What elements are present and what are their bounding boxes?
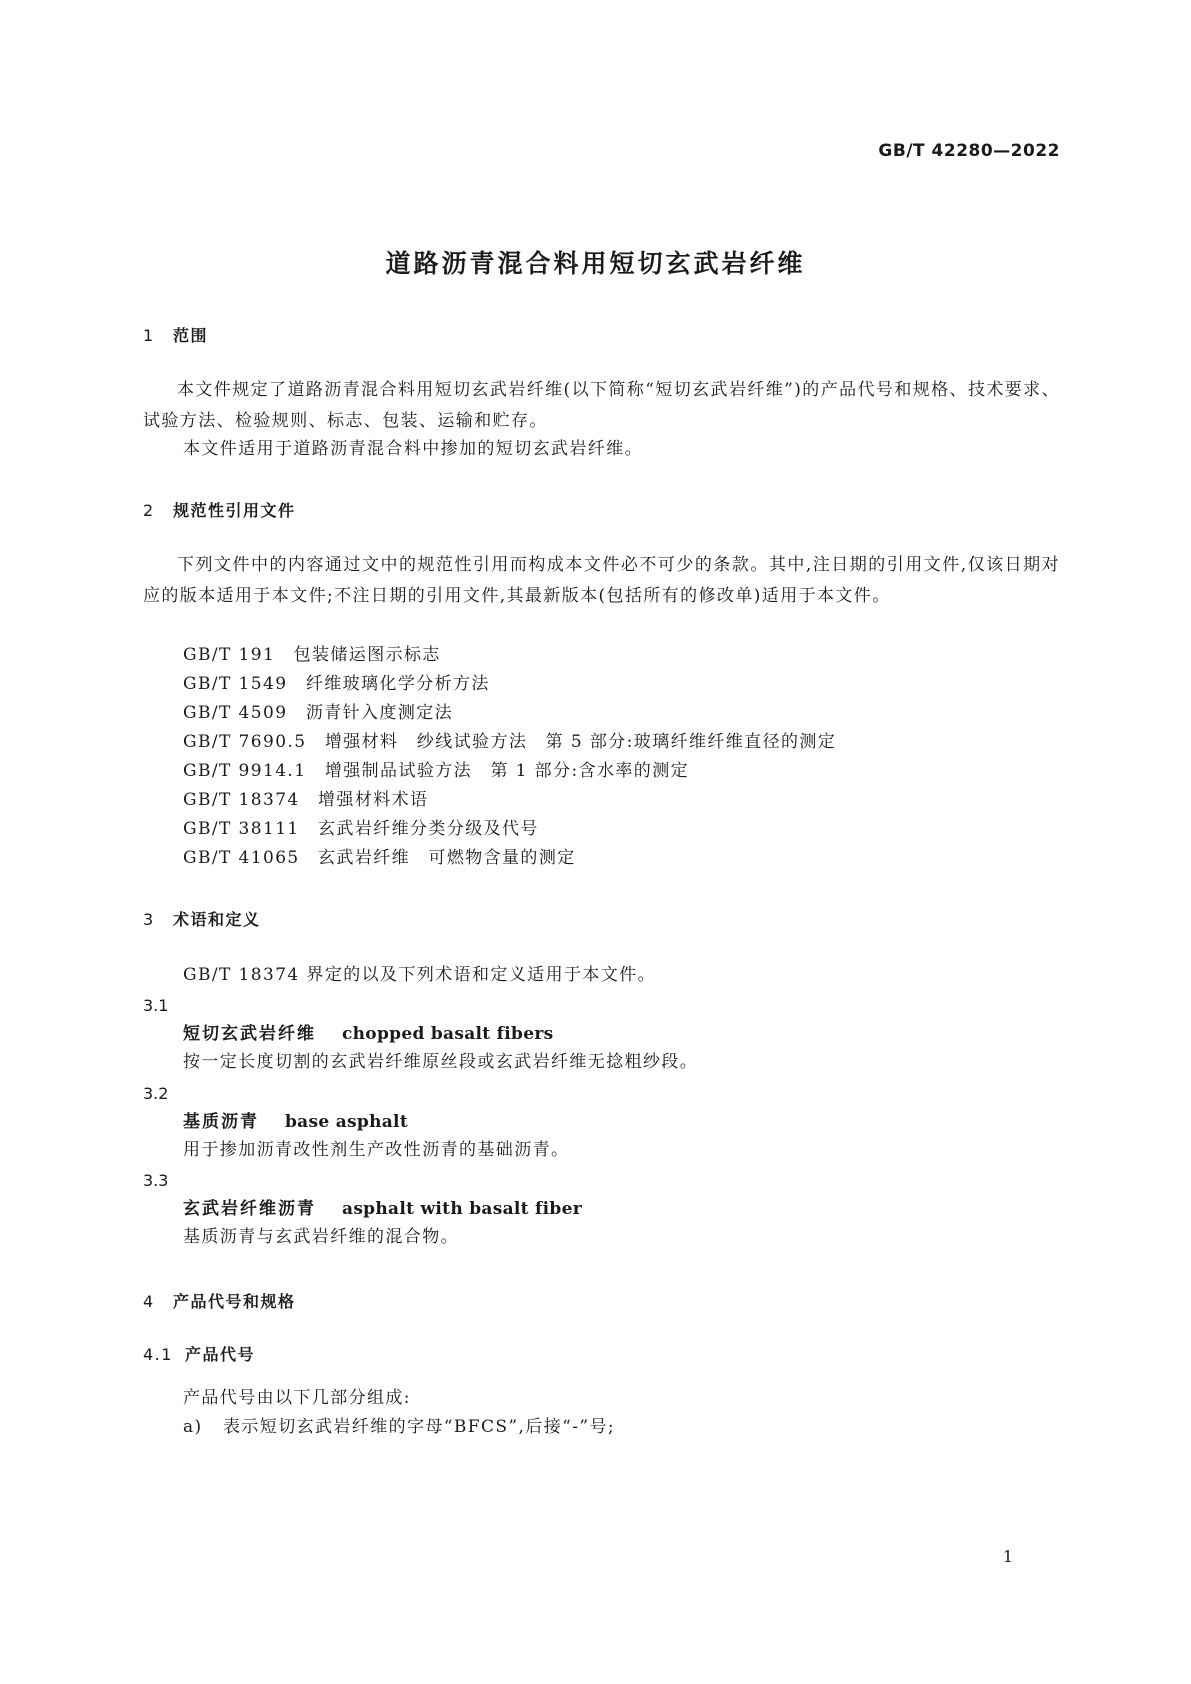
subsection-4-1-heading bbox=[143, 1342, 255, 1365]
section-2-heading bbox=[143, 498, 296, 521]
section-title: 范围 bbox=[173, 326, 209, 345]
reference-item bbox=[183, 814, 539, 845]
term-number: 3.2 bbox=[143, 1084, 169, 1103]
term-definition: 基质沥青与玄武岩纤维的混合物。 bbox=[183, 1227, 459, 1247]
reference-item bbox=[183, 669, 490, 700]
section-2-intro: 下列文件中的内容通过文中的规范性引用而构成本文件必不可少的条款。其中,注日期的引用文件,仅该日期对应的版本适用于本文件;不注日期的引用文件,其最新版本(包括所有的修改单)适用于本文件。 bbox=[143, 555, 1060, 606]
list-text: 表示短切玄武岩纤维的字母“BFCS”,后接“-”号; bbox=[223, 1417, 615, 1437]
section-1-heading bbox=[143, 323, 208, 346]
reference-title: 增强材料 纱线试验方法 第 5 部分:玻璃纤维纤维直径的测定 bbox=[324, 732, 837, 752]
section-title: 规范性引用文件 bbox=[173, 501, 296, 520]
reference-code: GB/T 4509 bbox=[183, 703, 288, 723]
reference-item bbox=[183, 698, 453, 729]
term-chinese: 基质沥青 bbox=[183, 1112, 259, 1132]
section-4-intro: 产品代号由以下几部分组成: bbox=[183, 1388, 411, 1408]
list-marker: a) bbox=[183, 1417, 203, 1437]
reference-title: 增强制品试验方法 第 1 部分:含水率的测定 bbox=[324, 761, 689, 781]
section-number: 3 bbox=[143, 910, 155, 929]
term-number: 3.3 bbox=[143, 1171, 169, 1190]
subsection-number: 4.1 bbox=[143, 1345, 173, 1364]
reference-code: GB/T 191 bbox=[183, 645, 276, 665]
term-entry bbox=[183, 1106, 408, 1138]
section-number: 1 bbox=[143, 326, 155, 345]
reference-title: 玄武岩纤维 可燃物含量的测定 bbox=[318, 848, 576, 868]
term-english: base asphalt bbox=[285, 1112, 408, 1132]
section-1-paragraph-1: 本文件规定了道路沥青混合料用短切玄武岩纤维(以下简称“短切玄武岩纤维”)的产品代号和规格、技术要求、试验方法、检验规则、标志、包装、运输和贮存。 bbox=[143, 380, 1060, 431]
section-1-paragraph-2: 本文件适用于道路沥青混合料中掺加的短切玄武岩纤维。 bbox=[183, 439, 643, 459]
reference-title: 纤维玻璃化学分析方法 bbox=[305, 674, 490, 694]
reference-item bbox=[183, 727, 836, 758]
reference-title: 沥青针入度测定法 bbox=[305, 703, 454, 723]
term-definition: 按一定长度切割的玄武岩纤维原丝段或玄武岩纤维无捻粗纱段。 bbox=[183, 1052, 699, 1072]
reference-code: GB/T 41065 bbox=[183, 848, 300, 868]
section-3-heading bbox=[143, 907, 261, 930]
reference-code: GB/T 1549 bbox=[183, 674, 288, 694]
reference-item bbox=[183, 785, 428, 816]
term-chinese: 短切玄武岩纤维 bbox=[183, 1024, 316, 1044]
reference-code: GB/T 9914.1 bbox=[183, 761, 307, 781]
page-number: 1 bbox=[1002, 1547, 1013, 1566]
term-definition: 用于掺加沥青改性剂生产改性沥青的基础沥青。 bbox=[183, 1140, 570, 1160]
reference-title: 增强材料术语 bbox=[318, 790, 429, 810]
term-english: chopped basalt fibers bbox=[342, 1024, 554, 1044]
section-4-heading bbox=[143, 1289, 296, 1312]
reference-code: GB/T 18374 bbox=[183, 790, 300, 810]
document-code: GB/T 42280—2022 bbox=[878, 141, 1060, 161]
reference-item bbox=[183, 640, 441, 671]
reference-item bbox=[183, 843, 576, 874]
document-title: 道路沥青混合料用短切玄武岩纤维 bbox=[385, 249, 806, 278]
term-english: asphalt with basalt fiber bbox=[342, 1199, 582, 1219]
section-number: 4 bbox=[143, 1292, 155, 1311]
section-title: 术语和定义 bbox=[173, 910, 261, 929]
reference-title: 包装储运图示标志 bbox=[293, 645, 441, 665]
section-number: 2 bbox=[143, 501, 155, 520]
term-entry bbox=[183, 1018, 553, 1050]
reference-code: GB/T 38111 bbox=[183, 819, 300, 839]
reference-code: GB/T 7690.5 bbox=[183, 732, 307, 752]
term-entry bbox=[183, 1193, 582, 1225]
section-3-intro: GB/T 18374 界定的以及下列术语和定义适用于本文件。 bbox=[183, 965, 657, 985]
reference-item bbox=[183, 756, 689, 787]
subsection-title: 产品代号 bbox=[185, 1345, 256, 1364]
reference-title: 玄武岩纤维分类分级及代号 bbox=[318, 819, 539, 839]
list-item bbox=[183, 1412, 615, 1443]
term-chinese: 玄武岩纤维沥青 bbox=[183, 1199, 316, 1219]
section-title: 产品代号和规格 bbox=[173, 1292, 296, 1311]
term-number: 3.1 bbox=[143, 996, 169, 1015]
